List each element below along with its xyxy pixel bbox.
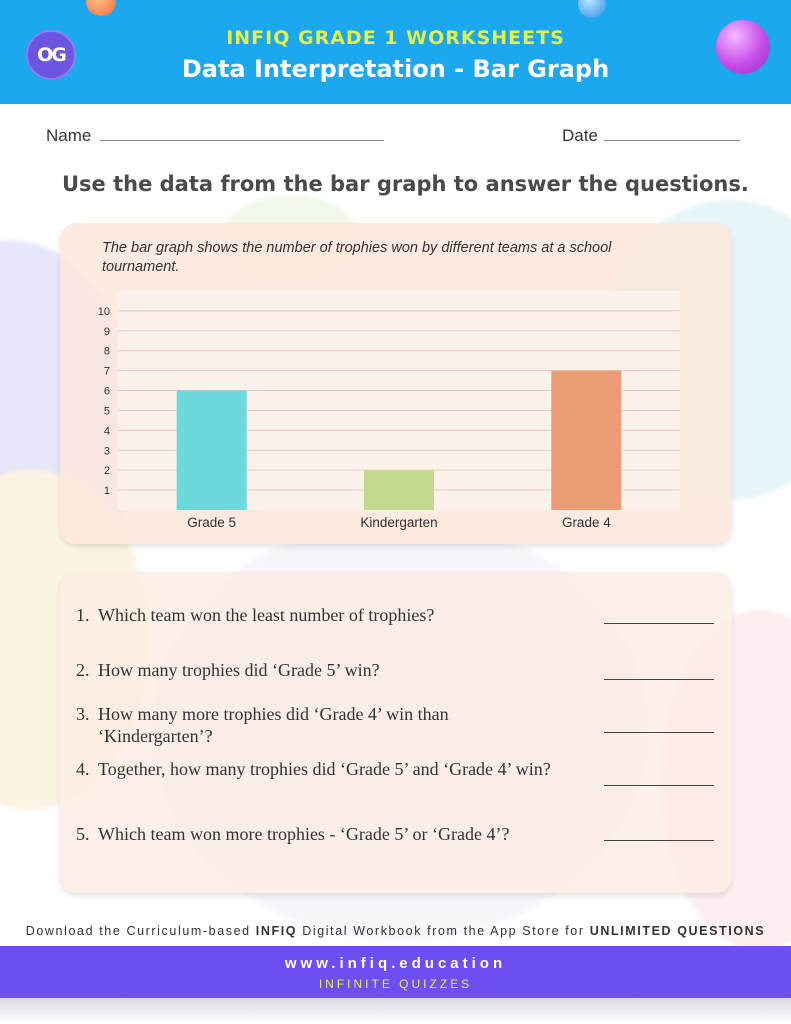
question-text: How many more trophies did ‘Grade 4’ win than ‘Kindergarten’? <box>98 704 449 746</box>
x-tick-label: Grade 5 <box>187 515 237 530</box>
name-field[interactable] <box>100 140 384 141</box>
question-text: Which team won the least number of trophies? <box>98 605 435 625</box>
decorative-ball-orange <box>86 0 116 16</box>
decorative-ball-blue <box>578 0 606 18</box>
y-tick-label: 7 <box>103 365 110 378</box>
y-tick-label: 5 <box>103 405 110 418</box>
x-tick-label: Grade 4 <box>561 515 611 530</box>
question-number: 4. <box>76 759 90 779</box>
y-tick-label: 4 <box>103 425 110 438</box>
footer-bar <box>0 946 791 998</box>
question-5 <box>76 823 576 845</box>
date-label: Date <box>562 126 598 145</box>
question-number: 5. <box>76 824 90 844</box>
y-tick-label: 2 <box>103 465 110 478</box>
question-4 <box>76 758 551 780</box>
instruction-heading: Use the data from the bar graph to answer the questions. <box>62 172 749 196</box>
page-title: Data Interpretation - Bar Graph <box>181 55 610 83</box>
question-3 <box>76 703 496 747</box>
date-field[interactable] <box>604 140 740 141</box>
promo-part: Download the Curriculum-based <box>25 924 256 938</box>
y-tick-label: 6 <box>103 385 110 398</box>
y-tick-label: 3 <box>103 445 110 458</box>
chart-card <box>60 223 732 544</box>
question-text: Together, how many trophies did ‘Grade 5’ and ‘Grade 4’ win? <box>98 759 551 779</box>
y-tick-label: 10 <box>97 305 110 318</box>
footer-tagline: INFINITE QUIZZES <box>318 977 473 991</box>
questions-card <box>60 572 732 893</box>
y-tick-label: 1 <box>103 485 110 498</box>
answer-blank-3[interactable] <box>604 732 714 733</box>
chart-caption: The bar graph shows the number of trophies won by different teams at a school tournament. <box>102 240 612 275</box>
y-tick-label: 9 <box>103 325 110 338</box>
page-bottom-shade <box>0 998 791 1024</box>
question-text: How many trophies did ‘Grade 5’ win? <box>98 660 380 680</box>
bar-grade-5 <box>177 391 247 510</box>
footer-url[interactable]: www.infiq.education <box>284 955 507 972</box>
x-tick-label: Kindergarten <box>360 515 438 530</box>
answer-blank-2[interactable] <box>604 679 714 680</box>
worksheet-header <box>0 0 791 104</box>
bar-grade-4 <box>551 371 621 510</box>
promo-part: Digital Workbook from the App Store for <box>297 924 590 938</box>
question-2 <box>76 659 576 681</box>
answer-blank-1[interactable] <box>604 623 714 624</box>
y-tick-label: 8 <box>103 345 110 358</box>
question-number: 3. <box>76 704 90 724</box>
bar-kindergarten <box>364 470 434 510</box>
question-number: 2. <box>76 660 90 680</box>
question-text: Which team won more trophies - ‘Grade 5’ or ‘Grade 4’? <box>98 824 510 844</box>
question-number: 1. <box>76 605 90 625</box>
answer-blank-5[interactable] <box>604 840 714 841</box>
promo-text <box>0 924 791 938</box>
header-brand: INFIQ GRADE 1 WORKSHEETS <box>226 27 565 49</box>
promo-highlight: UNLIMITED QUESTIONS <box>589 924 766 938</box>
name-label: Name <box>46 126 92 145</box>
logo-text: OG <box>37 44 65 66</box>
answer-blank-4[interactable] <box>604 785 714 786</box>
question-1 <box>76 604 576 626</box>
promo-brand: INFIQ <box>255 924 298 938</box>
bar-chart <box>60 223 732 544</box>
